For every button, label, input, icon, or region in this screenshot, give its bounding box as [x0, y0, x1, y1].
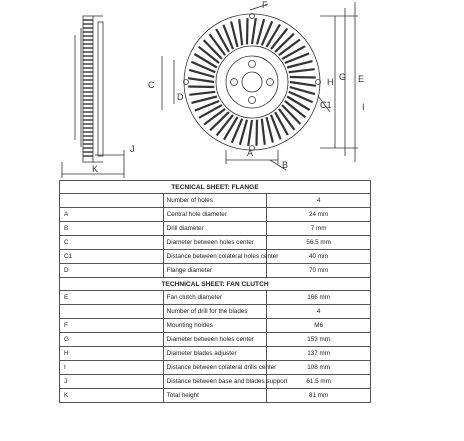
fan-rib	[285, 101, 306, 117]
fan-rib	[199, 47, 220, 63]
fan-rib	[290, 82, 316, 86]
row-code: B	[60, 222, 164, 236]
table-row	[60, 250, 371, 264]
fan-rib	[217, 115, 233, 135]
table-row	[60, 361, 371, 375]
row-description: Diameter between holes center	[163, 236, 267, 250]
row-code: J	[60, 375, 164, 389]
dim-label-g: G	[339, 72, 347, 82]
dim-label-e: E	[358, 74, 365, 84]
fan-clutch-title: TECHNICAL SHEET: FAN CLUTCH	[60, 278, 371, 291]
fan-rib	[247, 18, 248, 44]
fan-rib	[290, 77, 316, 78]
dim-label-c1: C1	[320, 100, 332, 110]
dim-label-k: K	[92, 164, 99, 174]
row-value: 108 mm	[267, 361, 371, 375]
table-row	[60, 264, 371, 278]
fan-rib	[248, 120, 252, 146]
row-code: C	[60, 236, 164, 250]
fan-rib	[210, 34, 226, 55]
row-value: 81 mm	[267, 389, 371, 403]
front-view-inner-ring	[216, 46, 288, 118]
row-description: Flange diameter	[163, 264, 267, 278]
front-view-ribs	[188, 18, 316, 146]
flange-header-row	[60, 181, 371, 194]
technical-drawing	[0, 0, 464, 178]
dim-label-b: B	[282, 160, 289, 170]
drawing-svg	[0, 0, 464, 178]
table-row	[60, 222, 371, 236]
fan-rib	[275, 34, 294, 52]
fan-rib	[289, 69, 315, 72]
row-value: 137 mm	[267, 347, 371, 361]
row-description: Fan clutch diameter	[163, 291, 267, 305]
row-value: 166 mm	[267, 291, 371, 305]
flange-hole-top	[249, 61, 256, 68]
row-description: Distance between colateral drills center	[163, 361, 267, 375]
table-row	[60, 347, 371, 361]
row-code: C1	[60, 250, 164, 264]
fan-rib	[252, 18, 256, 44]
row-value: 70 mm	[267, 264, 371, 278]
row-description: Total height	[163, 389, 267, 403]
table-row	[60, 375, 371, 389]
row-description: Number of drill for the blades	[163, 305, 267, 319]
fan-rib	[267, 117, 273, 142]
row-description: Number of holes	[163, 194, 267, 208]
fan-rib	[257, 120, 258, 146]
row-description: Diameter between holes center	[163, 333, 267, 347]
row-description: Central hole diameter	[163, 208, 267, 222]
row-code: F	[60, 319, 164, 333]
table-row	[60, 333, 371, 347]
row-description: Distance between base and blades support	[163, 375, 267, 389]
fan-rib	[287, 61, 312, 67]
dim-label-h: H	[327, 77, 334, 87]
table-row	[60, 389, 371, 403]
side-view-front-face	[98, 22, 103, 156]
flange-hole-bottom	[249, 97, 256, 104]
fan-rib	[210, 112, 229, 130]
row-code	[60, 305, 164, 319]
front-view-center-hole	[242, 72, 262, 92]
dim-label-a: A	[247, 148, 254, 158]
side-view	[62, 16, 124, 178]
flange-title: TECNICAL SHEET: FLANGE	[60, 181, 371, 194]
row-value: 153 mm	[267, 333, 371, 347]
row-value: 7 mm	[267, 222, 371, 236]
row-value: 61.5 mm	[267, 375, 371, 389]
spec-table-body	[60, 181, 371, 403]
row-code: D	[60, 264, 164, 278]
dim-label-d: D	[177, 92, 184, 102]
table-row	[60, 291, 371, 305]
front-view-flange	[226, 56, 278, 108]
table-row	[60, 305, 371, 319]
row-code	[60, 194, 164, 208]
fan-rib	[188, 87, 214, 88]
row-description: Diameter blades adjuster	[163, 347, 267, 361]
row-code: H	[60, 347, 164, 361]
fan-rib	[239, 19, 242, 45]
dim-label-i: I	[362, 102, 365, 112]
fan-rib	[188, 78, 214, 82]
row-description: Distance between colateral holes center	[163, 250, 267, 264]
side-view-ribs	[83, 20, 93, 156]
spec-table	[59, 180, 371, 403]
row-value: M6	[267, 319, 371, 333]
table-row	[60, 194, 371, 208]
row-code: E	[60, 291, 164, 305]
front-view-outer-rim	[184, 14, 320, 150]
table-row	[60, 319, 371, 333]
row-value: 4	[267, 194, 371, 208]
row-description: Drill diameter	[163, 222, 267, 236]
row-code: A	[60, 208, 164, 222]
fan-rib	[262, 119, 265, 145]
row-code: K	[60, 389, 164, 403]
row-code: I	[60, 361, 164, 375]
row-value: 24 mm	[267, 208, 371, 222]
fan-rib	[204, 40, 222, 59]
fan-rib	[192, 97, 217, 103]
table-row	[60, 236, 371, 250]
fan-rib	[231, 22, 237, 47]
fan-clutch-header-row	[60, 278, 371, 291]
dim-label-f: F	[262, 0, 268, 10]
row-code: G	[60, 333, 164, 347]
flange-hole-right	[267, 79, 274, 86]
dim-label-c: C	[148, 80, 155, 90]
fan-rib	[189, 92, 215, 95]
fan-rib	[279, 109, 295, 130]
fan-rib	[271, 29, 287, 49]
row-value: 56.5 mm	[267, 236, 371, 250]
row-value: 4	[267, 305, 371, 319]
table-row	[60, 208, 371, 222]
row-value: 40 mm	[267, 250, 371, 264]
fan-rib	[282, 105, 300, 124]
fan-rib	[204, 109, 225, 125]
flange-hole-left	[231, 79, 238, 86]
row-description: Mounting holdes	[163, 319, 267, 333]
fan-rib	[279, 40, 300, 56]
dim-label-j: J	[130, 144, 135, 154]
